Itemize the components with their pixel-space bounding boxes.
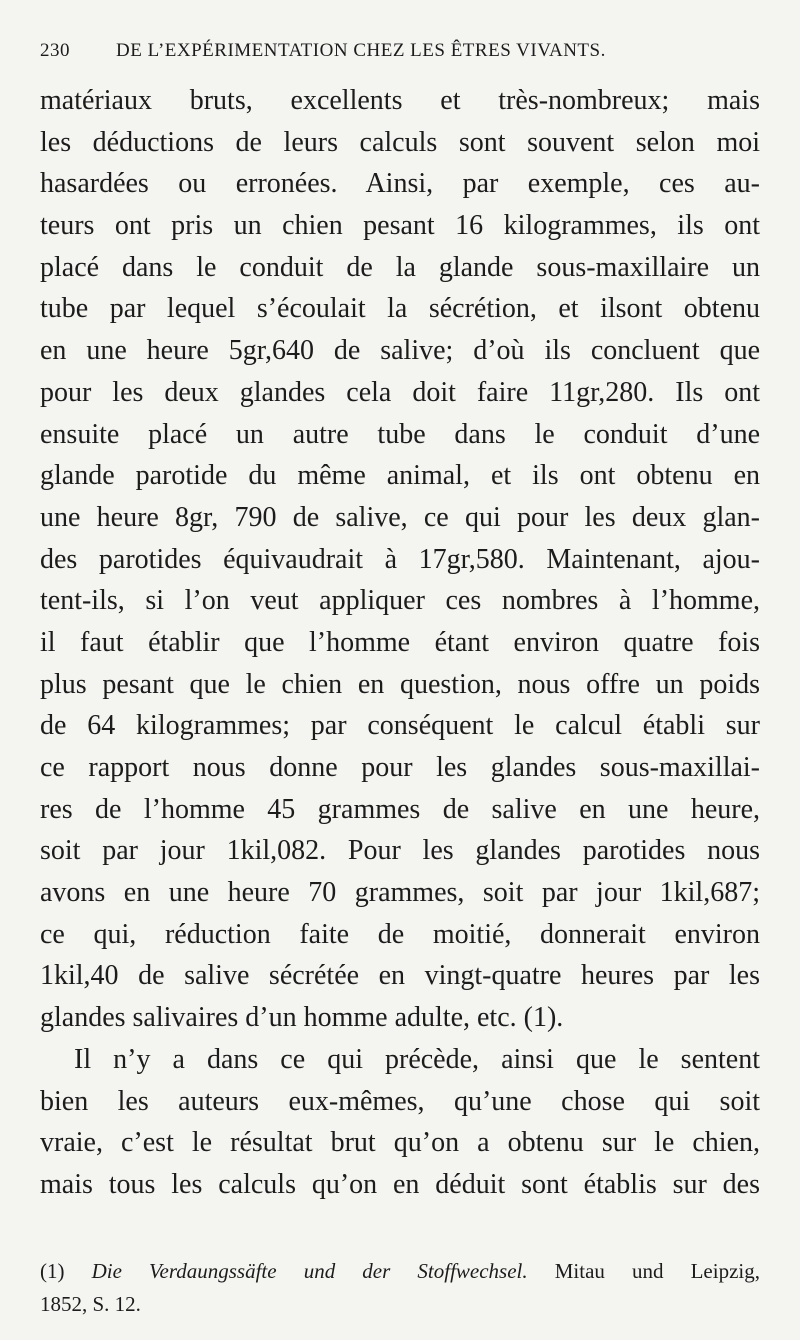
text-line: des parotides équivaudrait à 17gr,580. Maintenant, ajou- xyxy=(40,543,760,575)
text-line: mais tous les calculs qu’on en déduit sont établis sur des xyxy=(40,1168,760,1200)
footnote-publisher: Mitau und Leipzig, xyxy=(554,1259,760,1283)
footnote xyxy=(40,1255,760,1321)
text-line: tube par lequel s’écoulait la sécrétion, et ilsont obtenu xyxy=(40,293,760,325)
footnote-title: Die Verdaungssäfte und der Stoffwechsel. xyxy=(91,1259,528,1283)
text-line: plus pesant que le chien en question, nous offre un poids xyxy=(40,668,760,700)
running-title: DE L’EXPÉRIMENTATION CHEZ LES ÊTRES VIVANTS. xyxy=(116,40,606,61)
text-line: teurs ont pris un chien pesant 16 kilogrammes, ils ont xyxy=(40,210,760,242)
text-line: glande parotide du même animal, et ils ont obtenu en xyxy=(40,460,760,492)
body-text xyxy=(40,80,760,1206)
text-line: une heure 8gr, 790 de salive, ce qui pour les deux glan- xyxy=(40,501,760,533)
text-line: vraie, c’est le résultat brut qu’on a obtenu sur le chien, xyxy=(40,1127,760,1159)
page-number: 230 xyxy=(40,40,70,61)
footnote-line xyxy=(40,1255,760,1288)
text-line: en une heure 5gr,640 de salive; d’où ils concluent que xyxy=(40,335,760,367)
text-line: pour les deux glandes cela doit faire 11gr,280. Ils ont xyxy=(40,376,760,408)
text-line: matériaux bruts, excellents et très-nombreux; mais xyxy=(40,85,760,116)
footnote-line: 1852, S. 12. xyxy=(40,1292,141,1316)
text-line: 1kil,40 de salive sécrétée en vingt-quatre heures par les xyxy=(40,960,760,992)
text-line: soit par jour 1kil,082. Pour les glandes parotides nous xyxy=(40,835,760,867)
text-line: hasardées ou erronées. Ainsi, par exemple, ces au- xyxy=(40,168,760,200)
text-line: placé dans le conduit de la glande sous-maxillaire un xyxy=(40,251,760,283)
text-line: avons en une heure 70 grammes, soit par jour 1kil,687; xyxy=(40,877,760,909)
page-header xyxy=(40,40,760,68)
text-line: tent-ils, si l’on veut appliquer ces nombres à l’homme, xyxy=(40,585,760,617)
footnote-marker: (1) xyxy=(40,1259,65,1283)
text-line: res de l’homme 45 grammes de salive en une heure, xyxy=(40,793,760,825)
text-line: ce qui, réduction faite de moitié, donnerait environ xyxy=(40,918,760,950)
text-line: ensuite placé un autre tube dans le conduit d’une xyxy=(40,418,760,450)
text-line: glandes salivaires d’un homme adulte, etc. (1). xyxy=(40,1002,564,1034)
text-line: les déductions de leurs calculs sont souvent selon moi xyxy=(40,126,760,158)
text-line: ce rapport nous donne pour les glandes sous-maxillai- xyxy=(40,752,760,783)
text-line: bien les auteurs eux-mêmes, qu’une chose qui soit xyxy=(40,1085,760,1117)
text-line: Il n’y a dans ce qui précède, ainsi que le sentent xyxy=(74,1043,760,1075)
text-line: de 64 kilogrammes; par conséquent le calcul établi sur xyxy=(40,710,760,742)
text-line: il faut établir que l’homme étant environ quatre fois xyxy=(40,626,760,658)
